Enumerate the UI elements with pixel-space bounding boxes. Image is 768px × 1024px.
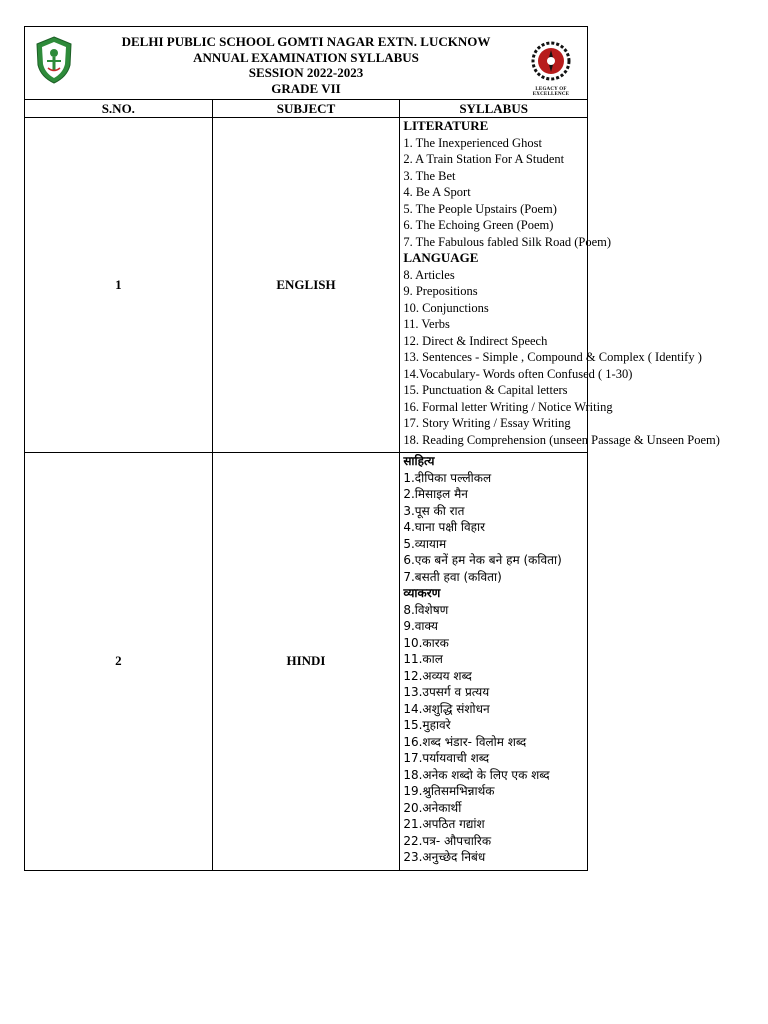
column-header-syllabus: SYLLABUS [400, 100, 588, 118]
list-item: 7.बसती हवा (कविता) [403, 569, 502, 584]
list-item: 15. Punctuation & Capital letters [403, 383, 568, 397]
table-row-hindi [25, 453, 588, 871]
list-item: 3. The Bet [403, 168, 456, 183]
syllabus-table [24, 26, 720, 871]
list-item: 15.मुहावरे [403, 718, 451, 732]
list-item: 14.अशुद्धि संशोधन [403, 701, 490, 716]
list-item: 12. Direct & Indirect Speech [403, 333, 548, 348]
list-item: 17. Story Writing / Essay Writing [403, 416, 571, 430]
list-item: 13. Sentences - Simple , Compound & Complex ( Identify ) [403, 350, 702, 364]
row-syllabus [400, 453, 588, 871]
list-item: 19.श्रुतिसमभिन्नार्थक [403, 784, 495, 798]
list-item: 12.अव्यय शब्द [403, 668, 472, 683]
logo-tagline: LEGACY OF EXCELLENCE [532, 87, 570, 97]
list-item: 10.कारक [403, 635, 449, 650]
list-item: 16. Formal letter Writing / Notice Writing [403, 399, 613, 414]
list-item: 13.उपसर्ग व प्रत्यय [403, 685, 490, 699]
syllabus-sheet [24, 26, 720, 871]
list-item: 10. Conjunctions [403, 300, 489, 315]
list-item: 9.वाक्य [403, 619, 438, 633]
section-title: LITERATURE [403, 118, 489, 133]
list-item: 7. The Fabulous fabled Silk Road (Poem) [403, 234, 612, 249]
list-item: 17.पर्यायवाची शब्द [403, 751, 490, 765]
list-item: 18.अनेक शब्दो के लिए एक शब्द [403, 767, 550, 782]
list-item: 20.अनेकार्थी [403, 800, 462, 815]
list-item: 21.अपठित गद्यांश [403, 817, 485, 831]
section-title: साहित्य [403, 454, 435, 468]
session-label: SESSION 2022-2023 [248, 65, 364, 80]
legacy-logo [521, 41, 581, 97]
list-item: 8. Articles [403, 267, 455, 282]
list-item: 6.एक बनें हम नेक बने हम (कविता) [403, 553, 562, 567]
school-name: DELHI PUBLIC SCHOOL GOMTI NAGAR EXTN. LUCKNOW [121, 34, 491, 49]
row-sno: 2 [25, 453, 213, 871]
grade-label: GRADE VII [271, 80, 341, 96]
list-item: 2.मिसाइल मैन [403, 487, 468, 501]
row-syllabus [400, 118, 720, 453]
list-item: 4.घाना पक्षी विहार [403, 520, 486, 534]
list-item: 23.अनुच्छेद निबंध [403, 850, 486, 864]
list-item: 5. The People Upstairs (Poem) [403, 201, 557, 216]
header-title-block [25, 34, 587, 96]
table-row-english [25, 118, 588, 453]
column-header-row [25, 100, 588, 118]
list-item: 11.काल [403, 652, 443, 666]
list-item: 4. Be A Sport [403, 185, 471, 199]
list-item: 18. Reading Comprehension (unseen Passage & Unseen Poem) [403, 432, 720, 447]
list-item: 14.Vocabulary- Words often Confused ( 1-30) [403, 366, 633, 381]
list-item: 8.विशेषण [403, 602, 449, 617]
section-title: व्याकरण [403, 586, 441, 600]
list-item: 1.दीपिका पल्लीकल [403, 470, 492, 485]
row-subject: HINDI [212, 453, 400, 871]
header-cell [25, 27, 588, 100]
list-item: 11. Verbs [403, 317, 450, 331]
list-item: 3.पूस की रात [403, 503, 465, 518]
list-item: 22.पत्र- औपचारिक [403, 833, 492, 848]
list-item: 6. The Echoing Green (Poem) [403, 218, 554, 232]
list-item: 1. The Inexperienced Ghost [403, 135, 542, 150]
exam-title: ANNUAL EXAMINATION SYLLABUS [193, 49, 419, 65]
row-subject: ENGLISH [212, 118, 400, 453]
section-title: LANGUAGE [403, 250, 479, 265]
row-sno: 1 [25, 118, 213, 453]
column-header-subject: SUBJECT [212, 100, 400, 118]
column-header-sno: S.NO. [25, 100, 213, 118]
header-row [25, 27, 588, 100]
list-item: 5.व्यायाम [403, 536, 447, 551]
list-item: 2. A Train Station For A Student [403, 152, 565, 166]
list-item: 9. Prepositions [403, 284, 478, 298]
list-item: 16.शब्द भंडार- विलोम शब्द [403, 734, 527, 749]
